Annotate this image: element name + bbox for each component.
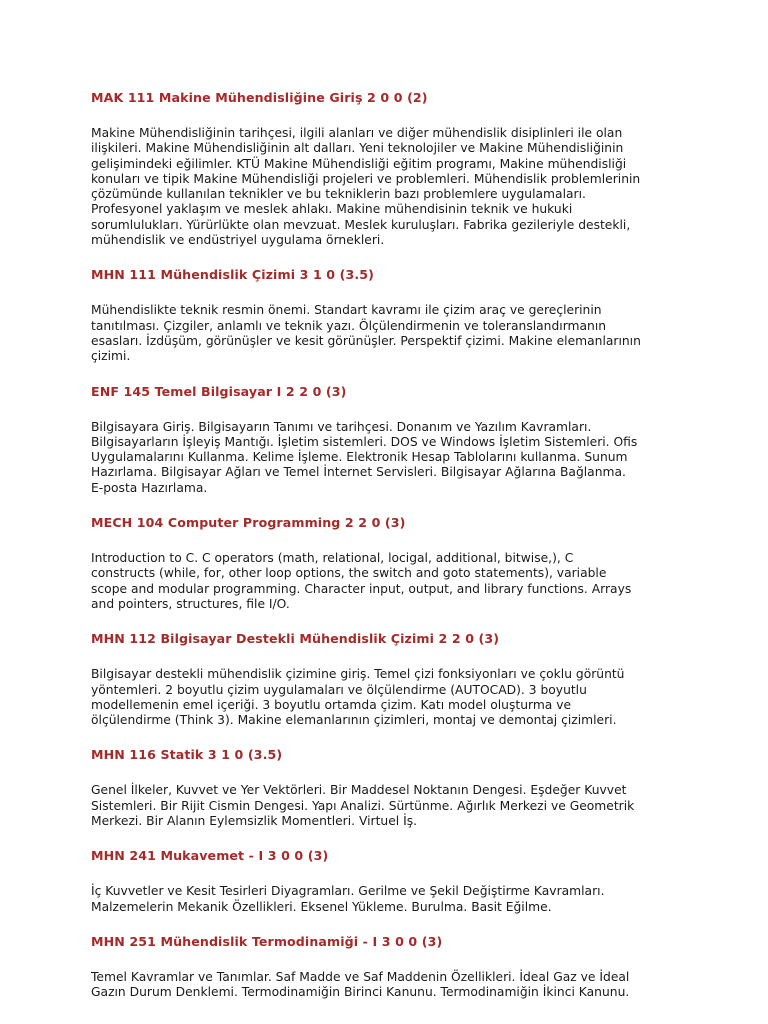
description-line: Bilgisayara Giriş. Bilgisayarın Tanımı ve tarihçesi. Donanım ve Yazılım Kavramları. [91,419,592,434]
description-line: çizimi. [91,349,131,364]
course-title: MAK 111 Makine Mühendisliğine Giriş 2 0 0 (2) [91,90,428,105]
course-description [91,783,691,829]
description-line: tanıtılması. Çizgiler, anlamlı ve teknik yazı. Ölçülendirmenin ve toleranslandırmanın [91,318,607,333]
course-mhn-112 [91,631,691,728]
description-line: esasları. İzdüşüm, görünüşler ve kesit görünüşler. Perspektif çizimi. Makine elemanlarının [91,333,641,348]
description-line: İç Kuvvetler ve Kesit Tesirleri Diyagramları. Gerilme ve Şekil Değiştirme Kavramları. [91,884,605,899]
course-title: MHN 251 Mühendislik Termodinamiği - I 3 0 0 (3) [91,933,443,949]
course-mhn-251 [91,934,691,1001]
course-title: MHN 111 Mühendislik Çizimi 3 1 0 (3.5) [91,267,374,283]
description-line: Merkezi. Bir Alanın Eylemsizlik Momentleri. Virtuel İş. [91,814,418,829]
course-description [91,303,691,364]
description-line: yöntemleri. 2 boyutlu çizim uygulamaları ve ölçülendirme (AUTOCAD). 3 boyutlu [91,682,587,697]
course-description [91,970,691,1001]
description-line: ölçülendirme (Think 3). Makine elemanlarının çizimleri, montaj ve demontaj çizimleri. [91,713,617,728]
course-enf-145 [91,384,691,496]
description-line: E-posta Hazırlama. [91,480,208,495]
description-line: scope and modular programming. Character input, output, and library functions. Arrays [91,581,632,596]
description-line: Profesyonel yaklaşım ve meslek ahlakı. Makine mühendisinin teknik ve hukuki [91,202,573,217]
course-description [91,551,691,612]
description-line: ilişkileri. Makine Mühendisliğinin alt dalları. Yeni teknolojiler ve Makine Mühendisliğinin [91,141,624,156]
course-title: ENF 145 Temel Bilgisayar I 2 2 0 (3) [91,383,347,399]
course-title: MHN 116 Statik 3 1 0 (3.5) [91,747,283,763]
course-description [91,420,691,496]
course-mhn-241 [91,848,691,915]
description-line: mühendislik ve endüstriyel uygulama örnekleri. [91,233,385,248]
course-mak-111 [91,90,691,248]
description-line: and pointers, structures, file I/O. [91,596,290,611]
description-line: Introduction to C. C operators (math, relational, locigal, additional, bitwise,), C [91,551,574,566]
course-mech-104 [91,515,691,612]
description-line: konuları ve tipik Makine Mühendisliği projeleri ve problemleri. Mühendislik problemlerinin [91,171,641,186]
course-description [91,126,691,248]
course-mhn-116 [91,747,691,829]
description-line: çözümünde kullanılan teknikler ve bu tekniklerin bazı problemlere uygulamaları. [91,187,586,202]
description-line: constructs (while, for, other loop options, the switch and goto statements), variable [91,566,607,581]
description-line: Genel İlkeler, Kuvvet ve Yer Vektörleri. Bir Maddesel Noktanın Dengesi. Eşdeğer Kuvvet [91,783,627,798]
description-line: Hazırlama. Bilgisayar Ağları ve Temel İnternet Servisleri. Bilgisayar Ağlarına Bağlanma. [91,465,626,480]
course-mhn-111 [91,267,691,364]
course-description [91,884,691,915]
description-line: Gazın Durum Denklemi. Termodinamiğin Birinci Kanunu. Termodinamiğin İkinci Kanunu. [91,985,630,1000]
description-line: Bilgisayar destekli mühendislik çizimine giriş. Temel çizi fonksiyonları ve çoklu görüntü [91,667,625,682]
description-line: Makine Mühendisliğinin tarihçesi, ilgili alanları ve diğer mühendislik disiplinleri ile olan [91,126,623,140]
description-line: Uygulamalarını Kullanma. Kelime İşleme. Elektronik Hesap Tablolarını kullanma. Sunum [91,450,628,465]
description-line: Temel Kavramlar ve Tanımlar. Saf Madde ve Saf Maddenin Özellikleri. İdeal Gaz ve İdeal [91,969,630,984]
description-line: Mühendislikte teknik resmin önemi. Standart kavramı ile çizim araç ve gereçlerinin [91,303,602,318]
course-title: MECH 104 Computer Programming 2 2 0 (3) [91,515,406,531]
description-line: sorumlulukları. Yürürlükte olan mevzuat. Meslek kuruluşları. Fabrika gezileriyle destekli, [91,217,631,232]
description-line: Bilgisayarların İşleyiş Mantığı. İşletim sistemleri. DOS ve Windows İşletim Sistemleri. Ofis [91,434,638,449]
description-line: gelişimindeki eğilimler. KTÜ Makine Mühendisliği eğitim programı, Makine mühendisliği [91,156,627,171]
course-title: MHN 112 Bilgisayar Destekli Mühendislik Çizimi 2 2 0 (3) [91,631,500,647]
course-title: MHN 241 Mukavemet - I 3 0 0 (3) [91,848,329,864]
description-line: Sistemleri. Bir Rijit Cismin Dengesi. Yapı Analizi. Sürtünme. Ağırlık Merkezi ve Geometrik [91,798,635,813]
course-catalog [91,90,691,1020]
description-line: modellemenin emel içeriği. 3 boyutlu ortamda çizim. Katı model oluşturma ve [91,697,572,712]
description-line: Malzemelerin Mekanik Özellikleri. Eksenel Yükleme. Burulma. Basit Eğilme. [91,899,552,914]
course-description [91,667,691,728]
